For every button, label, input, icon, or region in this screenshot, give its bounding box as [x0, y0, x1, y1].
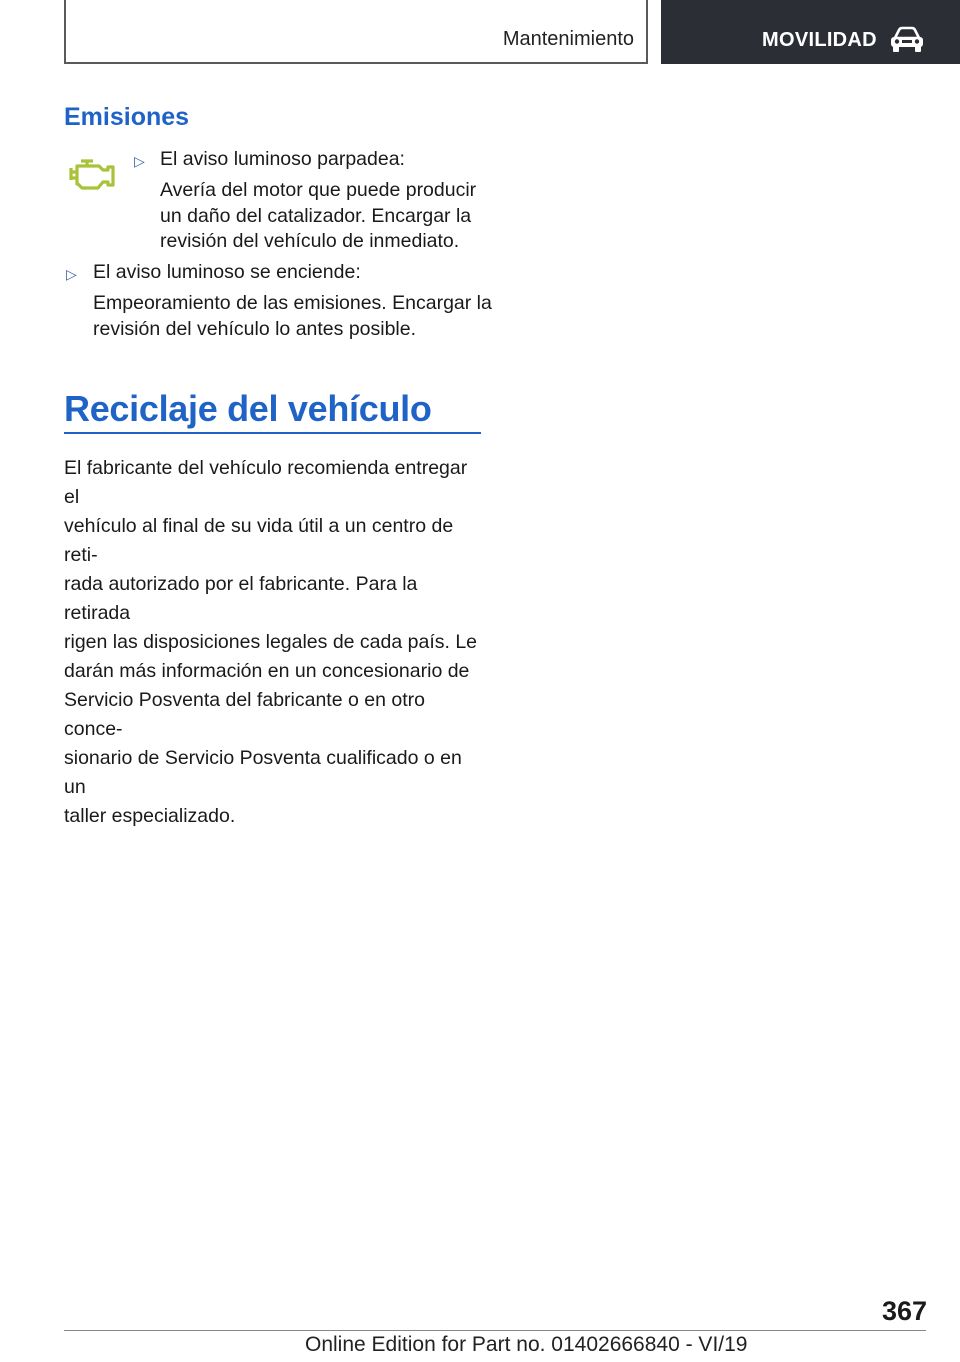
reciclaje-paragraph	[64, 454, 484, 831]
triangle-bullet-icon: ▷	[134, 153, 145, 169]
engine-warning-icon	[68, 157, 116, 193]
paragraph-line: rada autorizado por el fabricante. Para la retirada	[64, 573, 418, 624]
footer-divider	[64, 1330, 926, 1331]
paragraph-line: El fabricante del vehículo recomienda entregar el	[64, 457, 468, 508]
description-line: Avería del motor que puede producir	[160, 179, 477, 201]
car-icon	[889, 26, 925, 54]
description-line: un daño del catalizador. Encargar la	[160, 205, 472, 227]
paragraph-line: taller especializado.	[64, 805, 236, 827]
description-line: revisión del vehículo de inmediato.	[160, 230, 460, 252]
paragraph-line: sionario de Servicio Posventa cualificado o en un	[64, 747, 462, 798]
triangle-bullet-icon: ▷	[66, 266, 77, 282]
description-line: Empeoramiento de las emisiones. Encargar la	[93, 292, 492, 314]
edition-footer: Online Edition for Part no. 01402666840 - VI/19	[305, 1333, 748, 1356]
section-title-reciclaje: Reciclaje del vehículo	[64, 388, 432, 429]
paragraph-line: Servicio Posventa del fabricante o en otro conce‐	[64, 689, 425, 740]
paragraph-line: vehículo al final de su vida útil a un centro de reti‐	[64, 515, 454, 566]
section-label: Mantenimiento	[502, 28, 634, 50]
chapter-tab	[661, 0, 960, 64]
chapter-label: MOVILIDAD	[762, 29, 877, 51]
paragraph-line: darán más información en un concesionario de	[64, 660, 470, 682]
paragraph-line: rigen las disposiciones legales de cada país. Le	[64, 631, 478, 653]
title-underline	[64, 432, 481, 434]
condition-text: El aviso luminoso se enciende:	[93, 261, 361, 283]
section-title-emisiones: Emisiones	[64, 103, 190, 131]
description-line: revisión del vehículo lo antes posible.	[93, 318, 417, 340]
header-section-box	[64, 0, 648, 64]
condition-text: El aviso luminoso parpadea:	[160, 148, 405, 170]
page-number: 367	[881, 1296, 927, 1326]
